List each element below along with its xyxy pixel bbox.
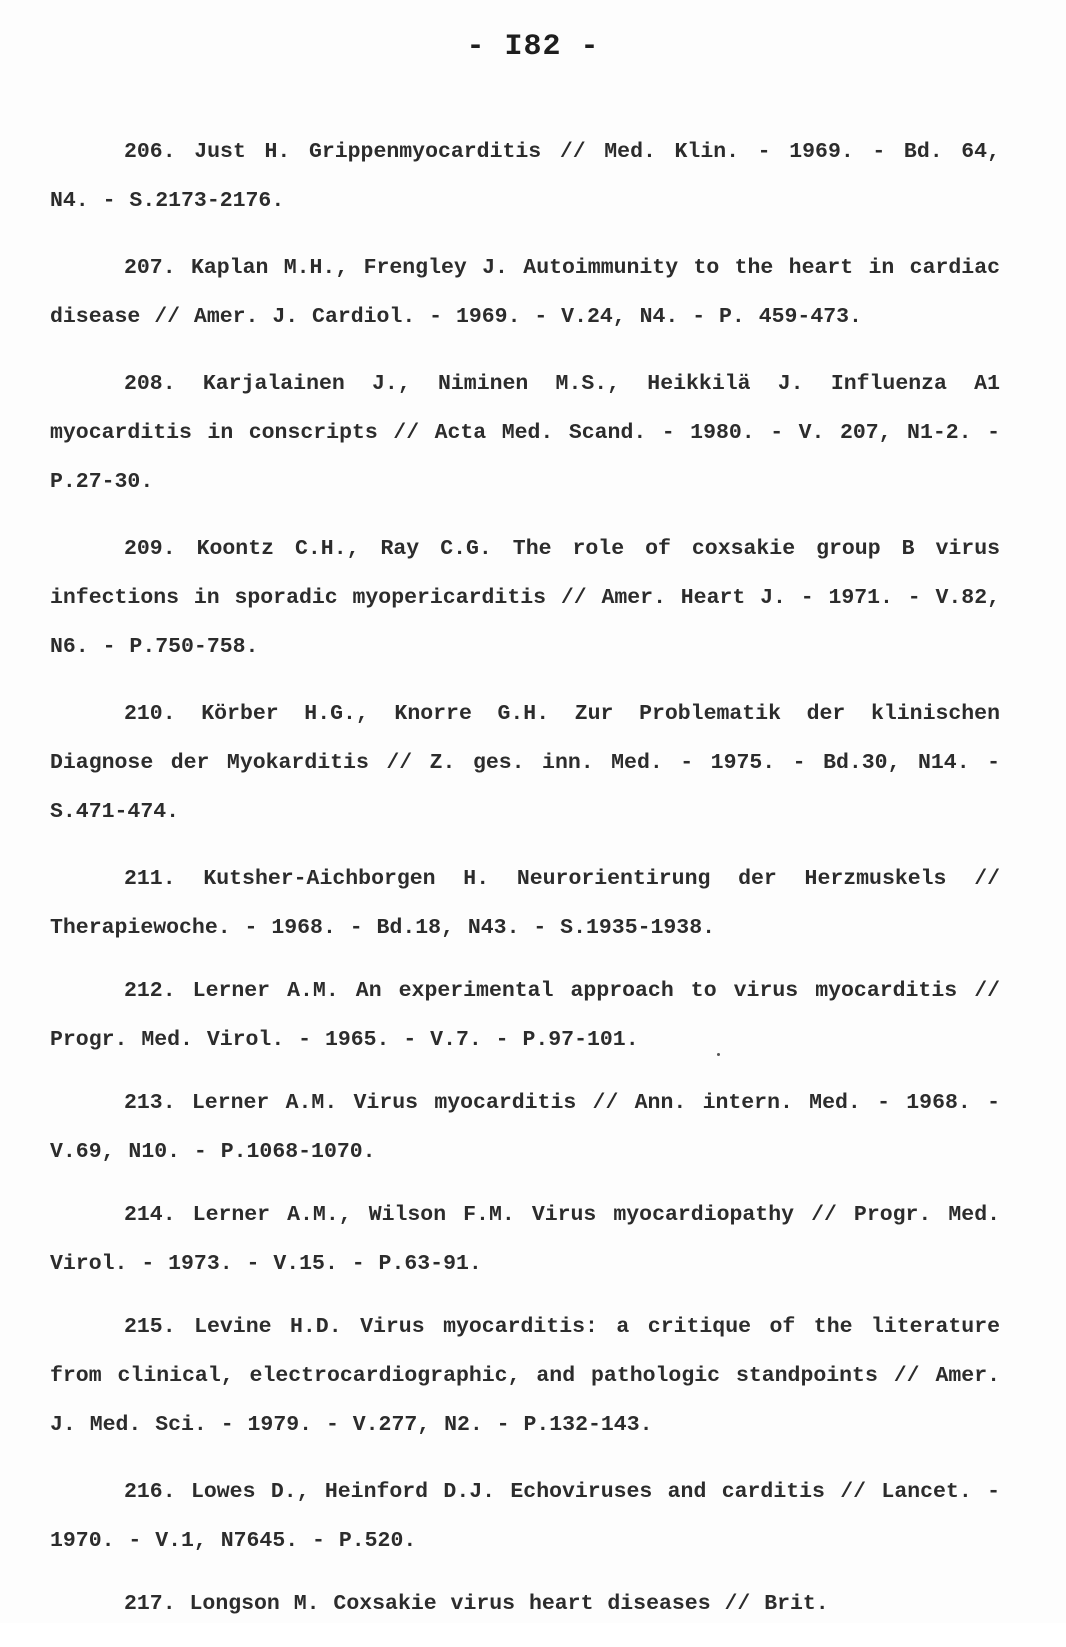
page-number: - I82 - [466, 30, 600, 64]
reference-entry-208: 208. Karjalainen J., Niminen M.S., Heikkilä J. Influenza A1 myocarditis in conscripts // Acta Med. Scand. - 1980. - V. 207, N1-2. - P.27-30. [50, 372, 1000, 494]
reference-entry-211: 211. Kutsher-Aichborgen H. Neurorientirung der Herzmuskels // Therapiewoche. - 1968. - Bd.18, N43. - S.1935-1938. [50, 867, 1000, 940]
reference-entry-212: 212. Lerner A.M. An experimental approach to virus myocarditis // Progr. Med. Virol. - 1965. - V.7. - P.97-101. [50, 979, 1000, 1052]
reference-entry-215: 215. Levine H.D. Virus myocarditis: a critique of the literature from clinical, electrocardiographic, and pathologic standpoints // Amer. J. Med. Sci. - 1979. - V.277, N2. - P.132-143. [50, 1315, 1000, 1437]
reference-entry-217: 217. Longson M. Coxsakie virus heart diseases // Brit. [124, 1592, 829, 1616]
ink-speck [717, 1053, 720, 1056]
reference-entry-216: 216. Lowes D., Heinford D.J. Echoviruses and carditis // Lancet. - 1970. - V.1, N7645. - P.520. [50, 1480, 1000, 1553]
reference-entry-210: 210. Körber H.G., Knorre G.H. Zur Problematik der klinischen Diagnose der Myokarditis // Z. ges. inn. Med. - 1975. - Bd.30, N14. - S.471-474. [50, 702, 1000, 824]
reference-entry-213: 213. Lerner A.M. Virus myocarditis // Ann. intern. Med. - 1968. - V.69, N10. - P.1068-1070. [50, 1091, 1000, 1164]
reference-entry-214: 214. Lerner A.M., Wilson F.M. Virus myocardiopathy // Progr. Med. Virol. - 1973. - V.15. - P.63-91. [50, 1203, 1000, 1276]
reference-entry-209: 209. Koontz C.H., Ray C.G. The role of coxsakie group B virus infections in sporadic myopericarditis // Amer. Heart J. - 1971. - V.82, N6. - P.750-758. [50, 537, 1000, 659]
reference-entry-206: 206. Just H. Grippenmyocarditis // Med. Klin. - 1969. - Bd. 64, N4. - S.2173-2176. [50, 140, 1000, 213]
reference-list [50, 128, 1000, 1647]
reference-entry-207: 207. Kaplan M.H., Frengley J. Autoimmunity to the heart in cardiac disease // Amer. J. Cardiol. - 1969. - V.24, N4. - P. 459-473. [50, 256, 1000, 329]
